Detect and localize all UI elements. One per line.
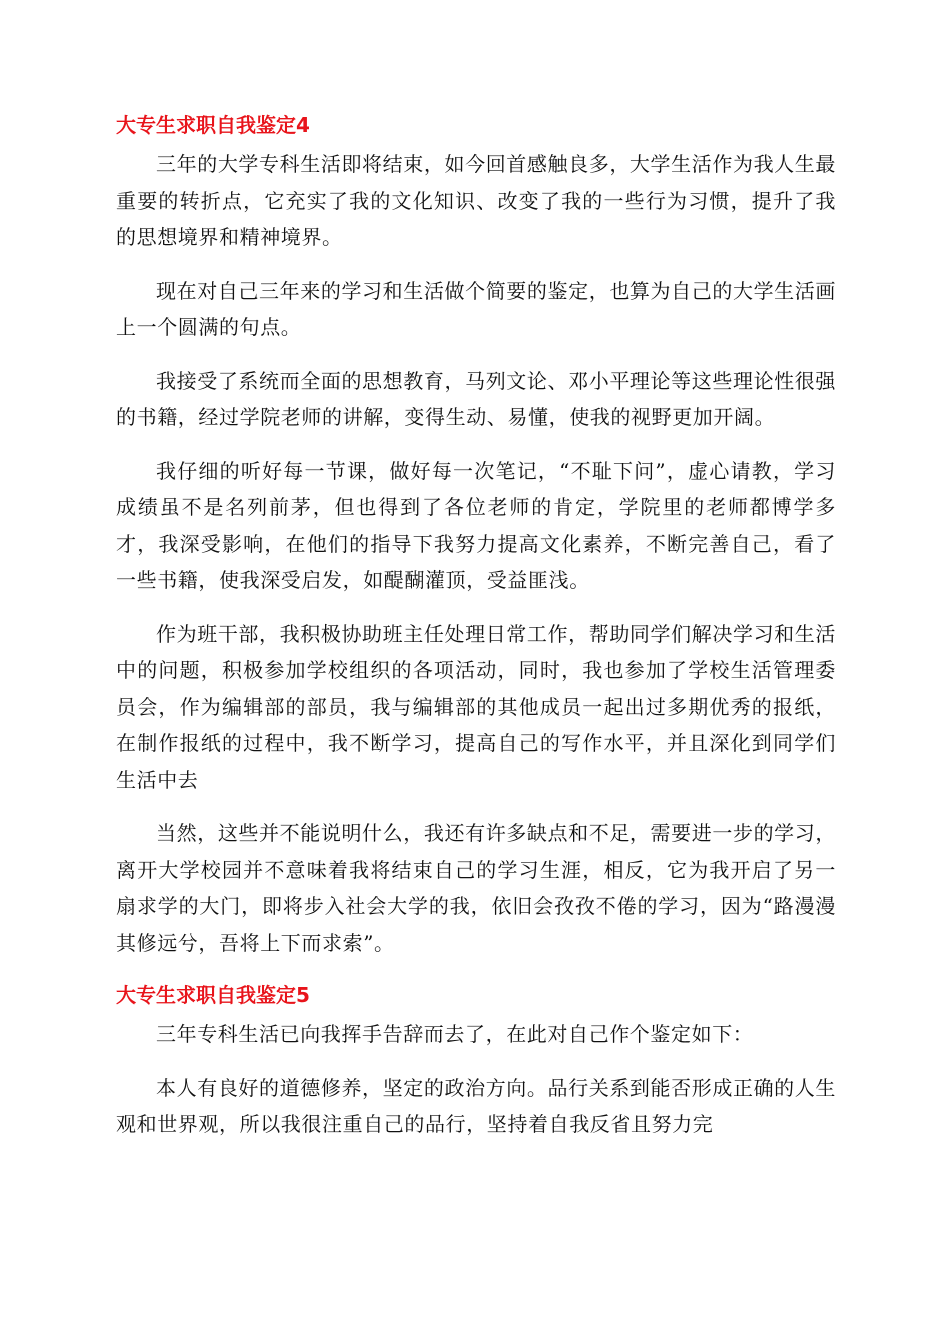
- section-heading: 大专生求职自我鉴定4: [116, 113, 310, 137]
- section-4: [116, 110, 836, 961]
- document-content: [116, 110, 836, 1160]
- paragraph: 三年专科生活已向我挥手告辞而去了，在此对自己作个鉴定如下：: [156, 1022, 754, 1046]
- section-heading: 大专生求职自我鉴定5: [116, 983, 310, 1007]
- section-5: [116, 980, 836, 1143]
- paragraph: 我接受了系统而全面的思想教育，马列文论、邓小平理论等这些理论性很强的书籍，经过学院老师的讲解，变得生动、易懂，使我的视野更加开阔。: [116, 368, 836, 429]
- paragraph: 我仔细的听好每一节课，做好每一次笔记，“不耻下问”，虚心请教，学习成绩虽不是名列前茅，但也得到了各位老师的肯定，学院里的老师都博学多才，我深受影响，在他们的指导下我努力提高文化素养，不断完善自己，看了一些书籍，使我深受启发，如醍醐灌顶，受益匪浅。: [116, 458, 836, 592]
- paragraph: 作为班干部，我积极协助班主任处理日常工作，帮助同学们解决学习和生活中的问题，积极参加学校组织的各项活动，同时，我也参加了学校生活管理委员会，作为编辑部的部员，我与编辑部的其他成员一起出过多期优秀的报纸，在制作报纸的过程中，我不断学习，提高自己的写作水平，并且深化到同学们生活中去: [116, 621, 836, 792]
- paragraph: 三年的大学专科生活即将结束，如今回首感触良多，大学生活作为我人生最重要的转折点，它充实了我的文化知识、改变了我的一些行为习惯，提升了我的思想境界和精神境界。: [116, 152, 836, 249]
- paragraph: 现在对自己三年来的学习和生活做个简要的鉴定，也算为自己的大学生活画上一个圆满的句点。: [116, 278, 836, 339]
- paragraph: 本人有良好的道德修养，坚定的政治方向。品行关系到能否形成正确的人生观和世界观，所以我很注重自己的品行，坚持着自我反省且努力完: [116, 1075, 836, 1136]
- paragraph: 当然，这些并不能说明什么，我还有许多缺点和不足，需要进一步的学习，离开大学校园并不意味着我将结束自己的学习生涯，相反，它为我开启了另一扇求学的大门，即将步入社会大学的我，依旧会孜孜不倦的学习，因为“路漫漫其修远兮，吾将上下而求索”。: [116, 821, 836, 955]
